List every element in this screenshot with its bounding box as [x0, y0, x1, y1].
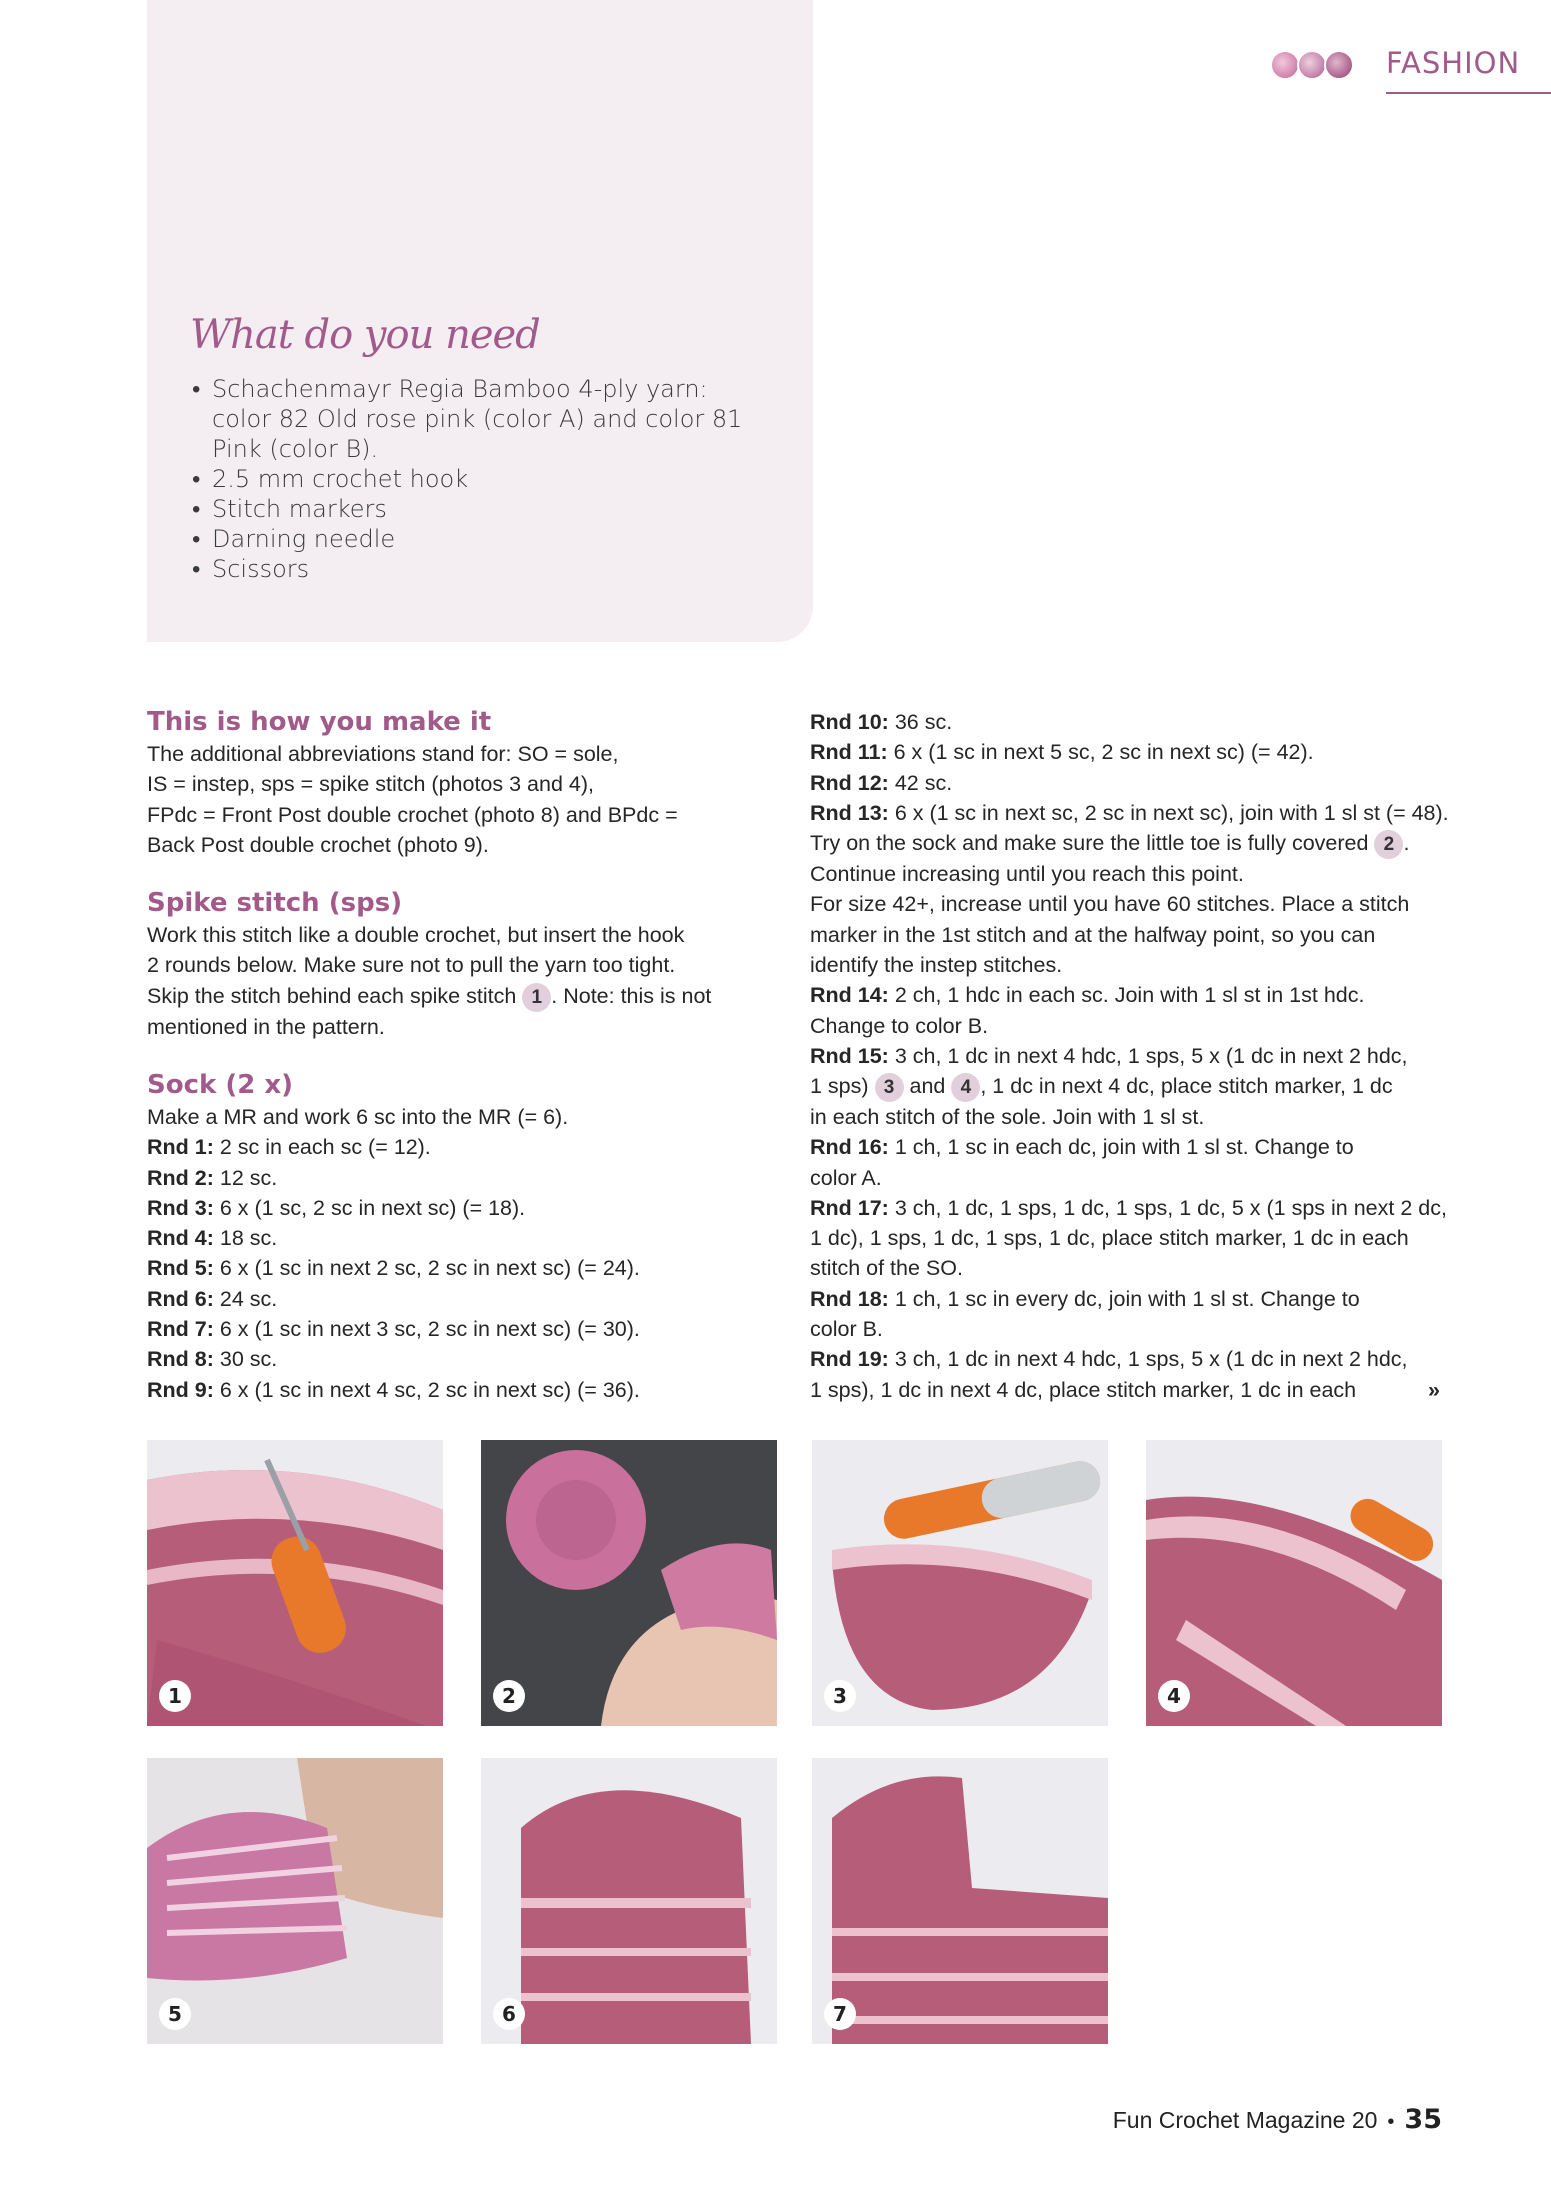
footer-bullet: •: [1387, 2111, 1395, 2133]
photo-4: [1146, 1440, 1442, 1726]
spike-text: Work this stitch like a double crochet, but insert the hook 2 rounds below. Make sure not to pull the yarn too tight. Skip the stitch behind each spike stitch 1 . Note: this is not mentioned in the pattern.: [147, 923, 712, 1039]
page-number: 35: [1404, 2104, 1442, 2135]
round-line: Rnd 12: 42 sc.: [810, 770, 953, 795]
photo-1: [147, 1440, 443, 1726]
photo-number: 7: [824, 1998, 856, 2030]
round-line: Rnd 17: 3 ch, 1 dc, 1 sps, 1 dc, 1 sps, 1 dc, 5 x (1 sps in next 2 dc,: [810, 1195, 1447, 1220]
photo-3: [812, 1440, 1108, 1726]
round-line: Rnd 16: 1 ch, 1 sc in each dc, join with 1 sl st. Change to: [810, 1135, 1354, 1160]
photo-6: [481, 1758, 777, 2044]
section-label: FASHION: [1386, 46, 1521, 80]
round-line: Rnd 13: 6 x (1 sc in next sc, 2 sc in next sc), join with 1 sl st (= 48).: [810, 800, 1449, 825]
pattern-text: Rnd 10: 36 sc. Rnd 11: 6 x (1 sc in next 5 sc, 2 sc in next sc) (= 42). Rnd 12: 42 sc. Rnd 13: 6 x (1 sc in next sc, 2 sc in next sc), join with 1 sl st (= 48). Try on the sock and make sure the little toe is fully covered 2 . Continue increasing until you reach this point. For size 42+, increase until you have 60 stitches. Place a stitch marker in the 1st stitch and at the halfway point, so you can identify the instep stitches. Rnd 14: 2 ch, 1 hdc in each sc. Join with 1 sl st in 1st hdc. Change to color B. Rnd 15: 3 ch, 1 dc in next 4 hdc, 1 sps, 5 x (1 dc in next 2 hdc, 1 sps) 3 and 4 , 1 dc in next 4 dc, place stitch marker, 1 dc in each stitch of the sole. Join with 1 sl st. Rnd 16: 1 ch, 1 sc in each dc, join with 1 sl st. Change to color A. Rnd 17: 3 ch, 1 dc, 1 sps, 1 dc, 1 sps, 1 dc, 5 x (1 sps in next 2 dc, 1 dc), 1 sps, 1 dc, 1 sps, 1 dc, place stitch marker, 1 dc in each stitch of the SO. Rnd 18: 1 ch, 1 sc in every dc, join with 1 sl st. Change to color B. Rnd 19: 3 ch, 1 dc in next 4 hdc, 1 sps, 5 x (1 dc in next 2 hdc, 1 sps), 1 dc in next 4 dc, place stitch marker, 1 dc in each »: [810, 707, 1450, 1405]
how-text: The additional abbreviations stand for: SO = sole, IS = instep, sps = spike stitch (photos 3 and 4), FPdc = Front Post double crochet (photo 8) and BPdc = Back Post double crochet (photo 9).: [147, 742, 678, 857]
photo-ref-badge: 3: [875, 1073, 904, 1102]
round-line: Rnd 9: 6 x (1 sc in next 4 sc, 2 sc in next sc) (= 36).: [147, 1377, 640, 1402]
round-line: Rnd 5: 6 x (1 sc in next 2 sc, 2 sc in next sc) (= 24).: [147, 1256, 640, 1281]
photo-number: 1: [159, 1680, 191, 1712]
photo-ref-badge: 2: [1374, 830, 1403, 859]
photo-number: 6: [493, 1998, 525, 2030]
page-footer: [1113, 2104, 1442, 2135]
materials-list: [192, 374, 772, 584]
round-line: Rnd 10: 36 sc.: [810, 710, 953, 734]
photo-number: 2: [493, 1680, 525, 1712]
round-line: Rnd 7: 6 x (1 sc in next 3 sc, 2 sc in next sc) (= 30).: [147, 1316, 640, 1341]
photo-2: [481, 1440, 777, 1726]
round-line: Rnd 6: 24 sc.: [147, 1286, 278, 1311]
photo-ref-badge: 4: [951, 1073, 980, 1102]
magazine-name: Fun Crochet Magazine 20: [1112, 2107, 1378, 2133]
photo-5: [147, 1758, 443, 2044]
section-rule: [1386, 92, 1551, 94]
photo-number: 5: [159, 1998, 191, 2030]
photo-number: 3: [824, 1680, 856, 1712]
spike-title: Spike stitch (sps): [147, 888, 403, 919]
round-line: Rnd 8: 30 sc.: [147, 1347, 278, 1372]
yarn-balls-icon: [1270, 50, 1351, 80]
materials-item: • Stitch markers: [192, 494, 772, 524]
round-line: Rnd 18: 1 ch, 1 sc in every dc, join with 1 sl st. Change to: [810, 1286, 1360, 1311]
materials-item: • Scissors: [192, 554, 772, 584]
materials-item: • Schachenmayr Regia Bamboo 4-ply yarn: color 82 Old rose pink (color A) and color 81 Pink (color B).: [192, 374, 772, 464]
sock-title: Sock (2 x): [147, 1069, 294, 1100]
round-line: Rnd 19: 3 ch, 1 dc in next 4 hdc, 1 sps, 5 x (1 dc in next 2 hdc,: [810, 1347, 1408, 1372]
round-line: Rnd 3: 6 x (1 sc, 2 sc in next sc) (= 18).: [147, 1195, 526, 1220]
photo-number: 4: [1158, 1680, 1190, 1712]
photo-ref-badge: 1: [522, 983, 551, 1012]
round-line: Rnd 2: 12 sc.: [147, 1165, 278, 1190]
photo-7: [812, 1758, 1108, 2044]
round-line: Rnd 15: 3 ch, 1 dc in next 4 hdc, 1 sps, 5 x (1 dc in next 2 hdc,: [810, 1043, 1408, 1068]
round-line: Rnd 4: 18 sc.: [147, 1226, 278, 1251]
materials-item: • Darning needle: [192, 524, 772, 554]
continue-mark: »: [1428, 1377, 1440, 1402]
round-line: Rnd 11: 6 x (1 sc in next 5 sc, 2 sc in next sc) (= 42).: [810, 740, 1314, 765]
round-line: Rnd 1: 2 sc in each sc (= 12).: [147, 1135, 431, 1160]
section-header: [1268, 46, 1551, 98]
how-title: This is how you make it: [147, 707, 492, 737]
right-column: [810, 707, 1450, 1405]
sock-text: Make a MR and work 6 sc into the MR (= 6). Rnd 1: 2 sc in each sc (= 12). Rnd 2: 12 sc. Rnd 3: 6 x (1 sc, 2 sc in next sc) (= 18). Rnd 4: 18 sc. Rnd 5: 6 x (1 sc in next 2 sc, 2 sc in next sc) (= 24). Rnd 6: 24 sc. Rnd 7: 6 x (1 sc in next 3 sc, 2 sc in next sc) (= 30). Rnd 8: 30 sc. Rnd 9: 6 x (1 sc in next 4 sc, 2 sc in next sc) (= 36).: [147, 1104, 640, 1402]
materials-item: • 2.5 mm crochet hook: [192, 464, 772, 494]
left-column: [147, 705, 772, 1405]
materials-title: What do you need: [190, 312, 540, 358]
round-line: Rnd 14: 2 ch, 1 hdc in each sc. Join with 1 sl st in 1st hdc.: [810, 983, 1365, 1008]
